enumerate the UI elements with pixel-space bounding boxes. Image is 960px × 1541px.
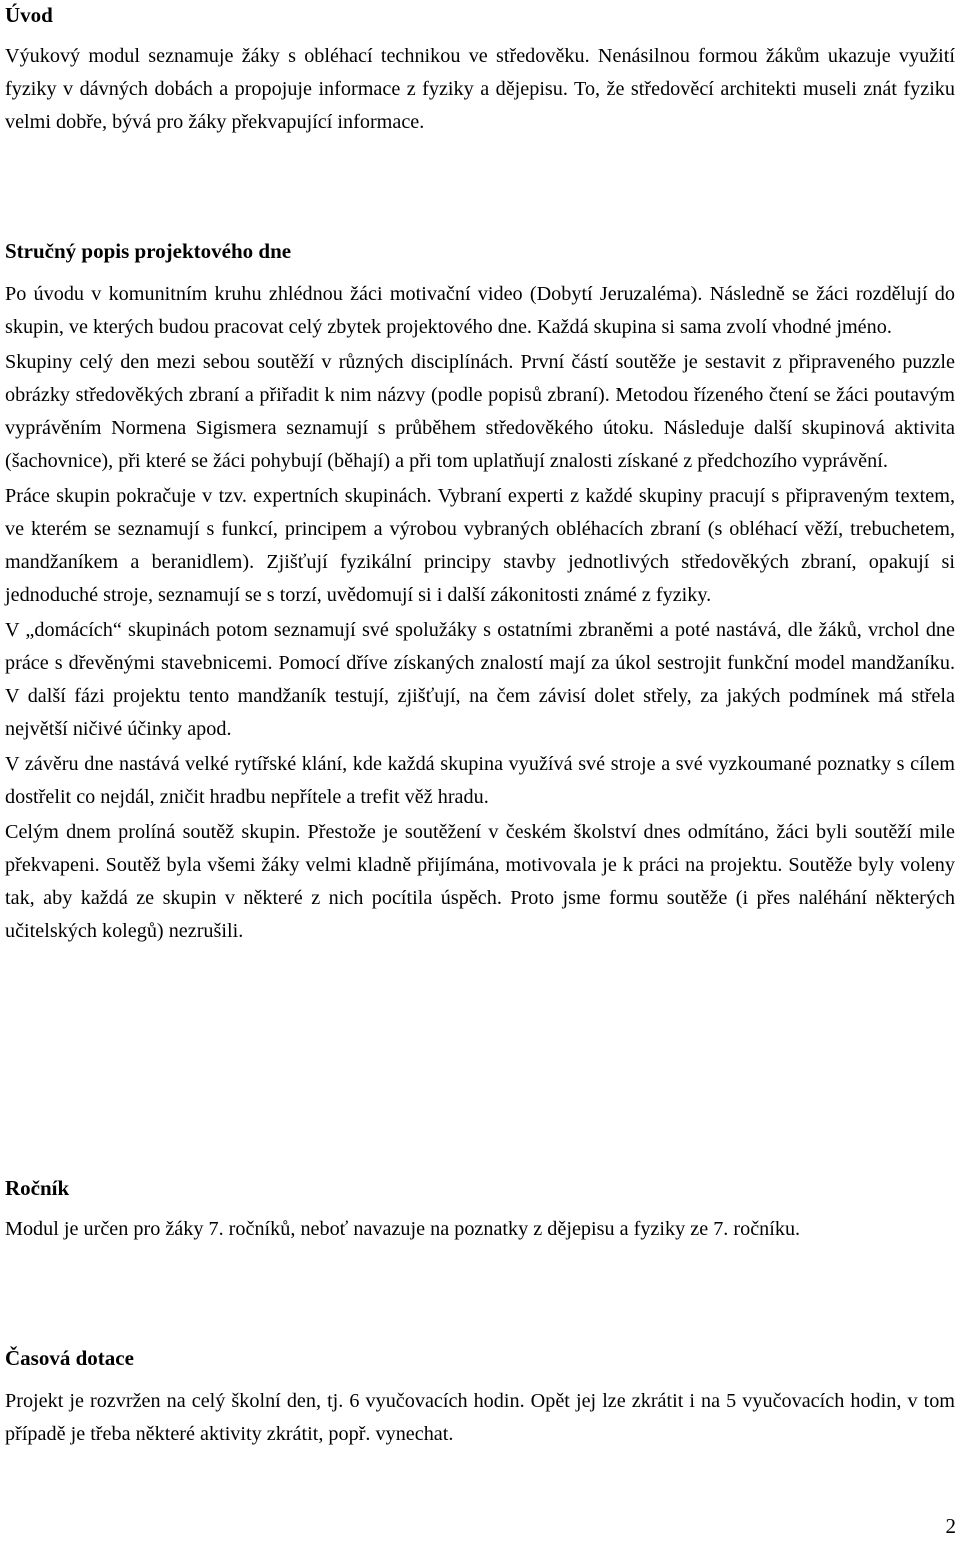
paragraph-uvod-1: Výukový modul seznamuje žáky s obléhací technikou ve středověku. Nenásilnou formou žákům ukazuje využití fyziky v dávných dobách a propojuje informace z fyziky a dějepisu. To, že středověcí architekti museli znát fyziku velmi dobře, bývá pro žáky překvapující informace. xyxy=(5,45,955,133)
section-strucny-popis xyxy=(5,236,955,948)
section-uvod xyxy=(5,0,955,139)
paragraph-popis-4: V „domácích“ skupinách potom seznamují své spolužáky s ostatními zbraněmi a poté nastává, dle žáků, vrchol dne práce s dřevěnými stavebnicemi. Pomocí dříve získaných znalostí mají za úkol sestrojit funkční model mandžaníku. V další fázi projektu tento mandžaník testují, zjišťují, na čem závisí dolet střely, za jakých podmínek má střela největší ničivé účinky apod. xyxy=(5,619,955,740)
heading-uvod: Úvod xyxy=(5,3,53,27)
section-rocnik xyxy=(5,1173,955,1246)
paragraph-popis-1: Po úvodu v komunitním kruhu zhlédnou žáci motivační video (Dobytí Jeruzaléma). Následně se žáci rozdělují do skupin, ve kterých budou pracovat celý zbytek projektového dne. Každá skupina si sama zvolí vhodné jméno. xyxy=(5,283,955,338)
heading-strucny-popis: Stručný popis projektového dne xyxy=(5,239,292,263)
paragraph-popis-5: V závěru dne nastává velké rytířské klání, kde každá skupina využívá své stroje a své vyzkoumané poznatky s cílem dostřelit co nejdál, zničit hradbu nepřítele a trefit věž hradu. xyxy=(5,753,955,808)
paragraph-popis-3: Práce skupin pokračuje v tzv. expertních skupinách. Vybraní experti z každé skupiny pracují s připraveným textem, ve kterém se seznamují s funkcí, principem a výrobou vybraných obléhacích zbraní (s obléhací věží, trebuchetem, mandžaníkem a beranidlem). Zjišťují fyzikální principy stavby jednotlivých středověkých zbraní, opakují si jednoduché stroje, seznamují se s torzí, uvědomují si i další zákonitosti známé z fyziky. xyxy=(5,485,955,606)
heading-rocnik: Ročník xyxy=(5,1176,70,1200)
paragraph-dotace-1: Projekt je rozvržen na celý školní den, tj. 6 vyučovacích hodin. Opět jej lze zkrátit i na 5 vyučovacích hodin, v tom případě je třeba některé aktivity zkrátit, popř. vynechat. xyxy=(5,1390,955,1445)
page-number: 2 xyxy=(945,1514,956,1538)
paragraph-rocnik-1: Modul je určen pro žáky 7. ročníků, neboť navazuje na poznatky z dějepisu a fyziky ze 7. ročníku. xyxy=(5,1218,801,1240)
section-casova-dotace xyxy=(5,1343,955,1451)
heading-casova-dotace: Časová dotace xyxy=(5,1346,134,1370)
paragraph-popis-2: Skupiny celý den mezi sebou soutěží v různých disciplínách. První částí soutěže je sestavit z připraveného puzzle obrázky středověkých zbraní a přiřadit k nim názvy (podle popisů zbraní). Metodou řízeného čtení se žáci poutavým vyprávěním Normena Sigismera seznamují s průběhem středověkého útoku. Následuje další skupinová aktivita (šachovnice), při které se žáci pohybují (běhají) a při tom uplatňují znalosti získané z předchozího vyprávění. xyxy=(5,351,955,472)
paragraph-popis-6: Celým dnem prolíná soutěž skupin. Přestože je soutěžení v českém školství dnes odmítáno, žáci byli soutěží mile překvapeni. Soutěž byla všemi žáky velmi kladně přijímána, motivovala je k práci na projektu. Soutěže byly voleny tak, aby každá ze skupin v některé z nich pocítila úspěch. Proto jsme formu soutěže (i přes naléhání některých učitelských kolegů) nezrušili. xyxy=(5,821,955,942)
